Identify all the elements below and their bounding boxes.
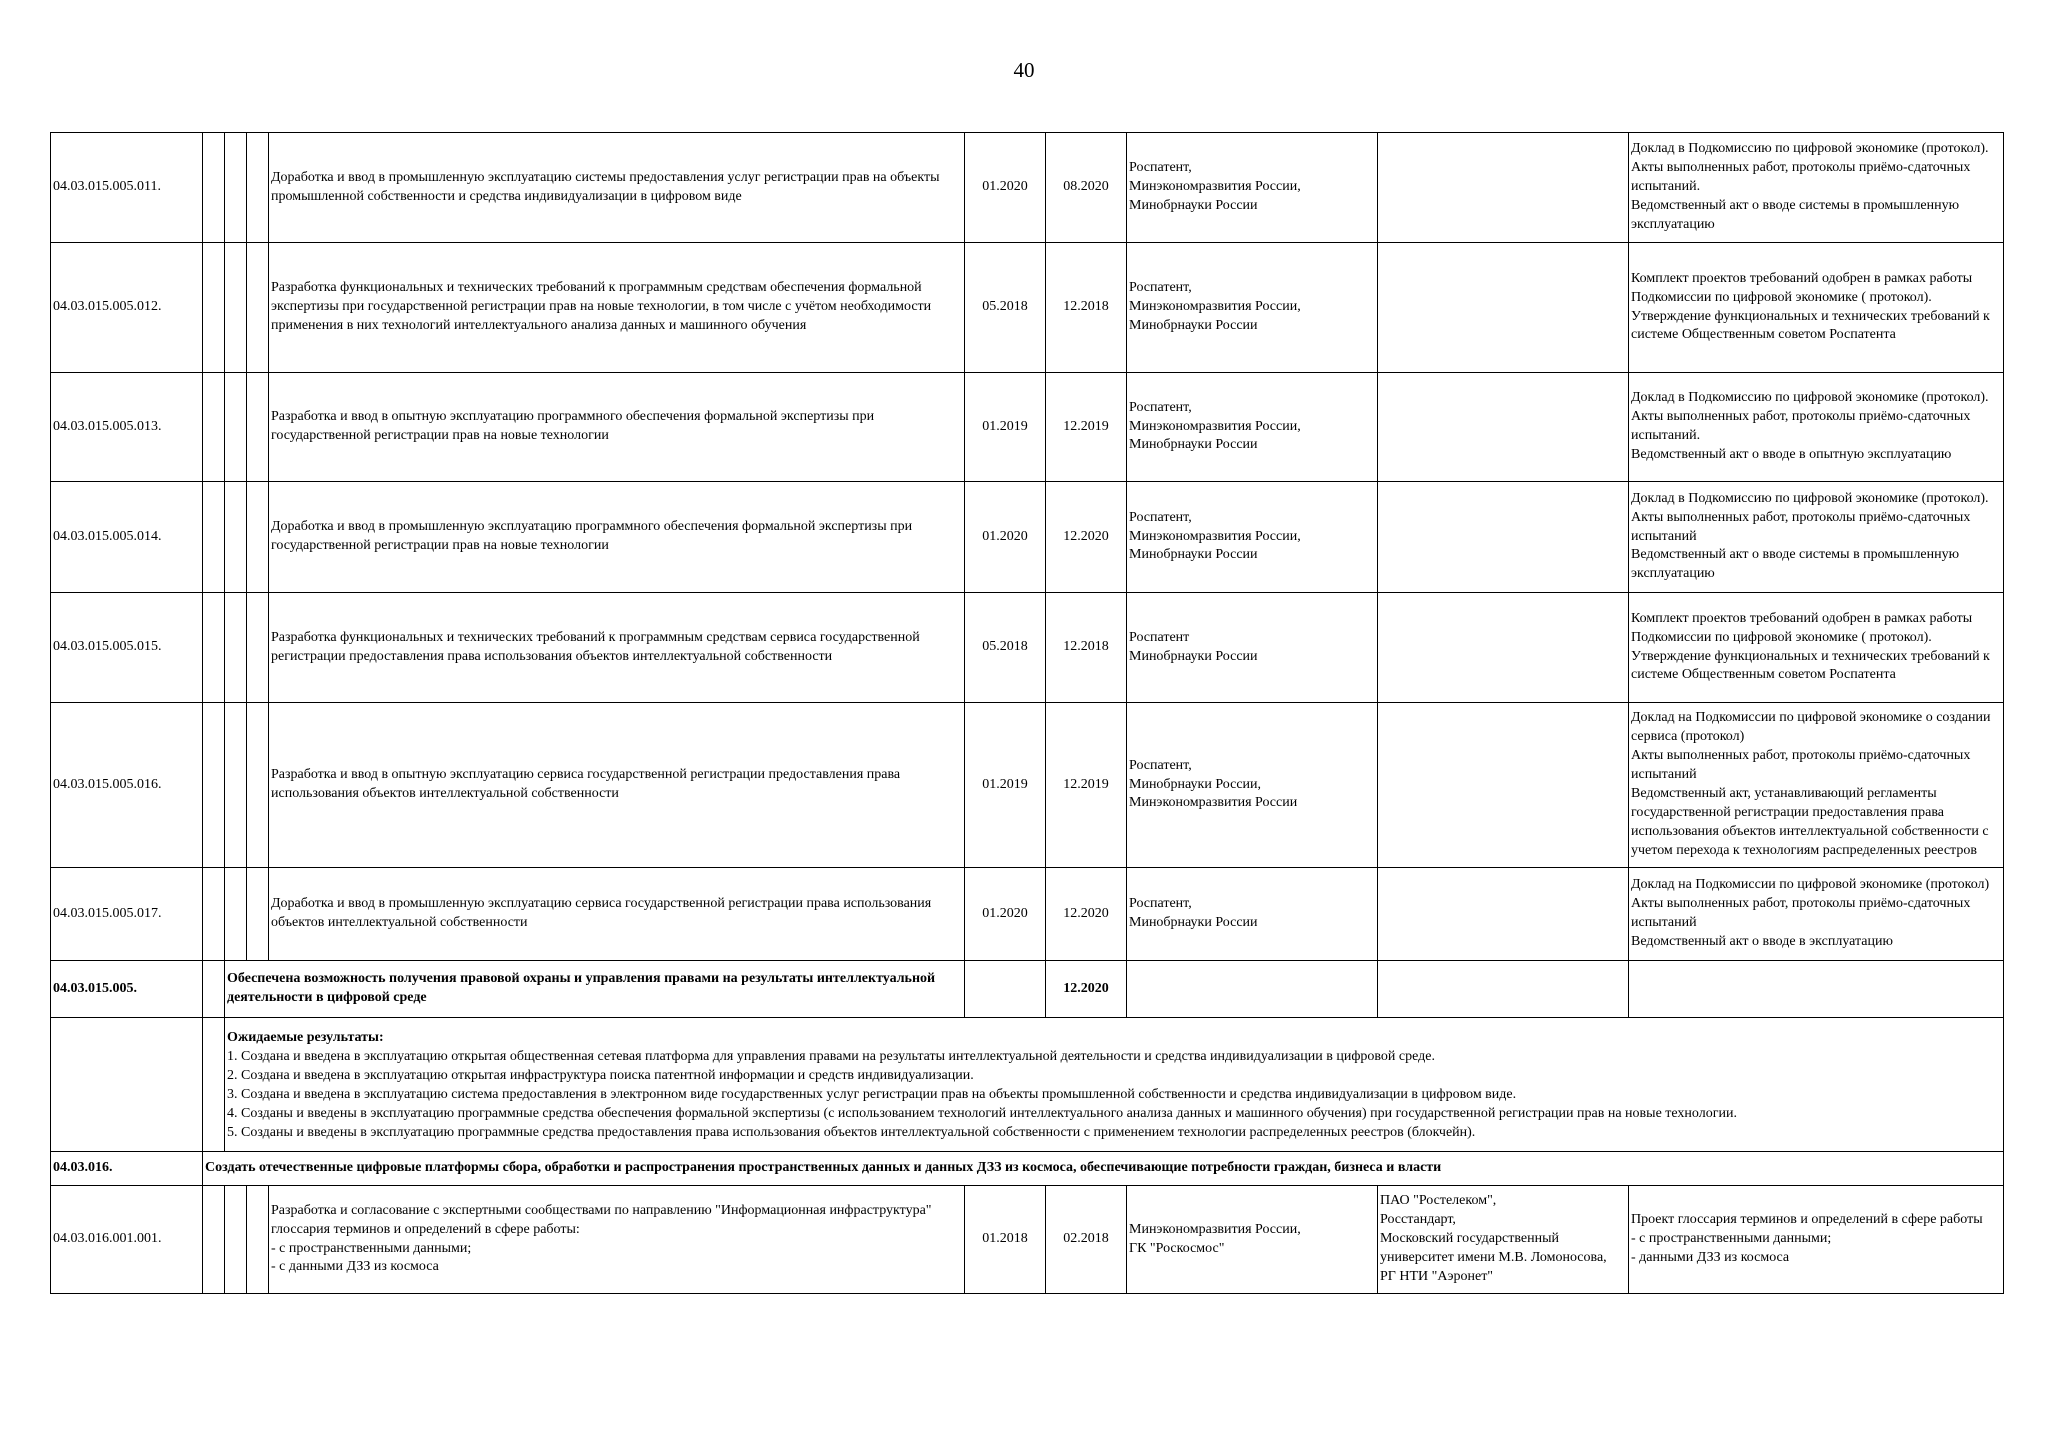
row-code: 04.03.015.005.014.	[51, 482, 203, 593]
indent-cell	[203, 1186, 225, 1294]
result-text	[1631, 709, 2001, 860]
table-row	[51, 133, 2004, 243]
row-code: 04.03.015.005.017.	[51, 868, 203, 961]
partners-cell	[1378, 243, 1629, 373]
responsible-line: Роспатент,	[1129, 757, 1192, 773]
indent-cell	[203, 482, 225, 593]
result-line: Проект глоссария терминов и определений в сфере работы	[1631, 1212, 1983, 1228]
end-date: 12.2020	[1046, 482, 1127, 593]
partners-cell	[1378, 133, 1629, 243]
indent-cell	[203, 703, 225, 868]
indent-cell	[203, 243, 225, 373]
indent-cell	[225, 703, 247, 868]
start-date: 01.2020	[965, 482, 1046, 593]
indent-cell	[247, 373, 269, 482]
responsible-line: Минэкономразвития России,	[1129, 299, 1301, 315]
result-text	[1631, 490, 2001, 584]
task-description: Доработка и ввод в промышленную эксплуатацию программного обеспечения формальной экспертизы при государственной регистрации прав на новые технологии	[269, 482, 965, 593]
table-body	[51, 133, 2004, 1294]
result-line: Утверждение функциональных и технических требований к системе Общественным советом Роспатента	[1631, 308, 1990, 343]
partner-line: РГ НТИ "Аэронет"	[1380, 1268, 1494, 1284]
responsible-line: Минэкономразвития России,	[1129, 1221, 1301, 1237]
indent-cell	[203, 133, 225, 243]
responsible-line: Минобрнауки России	[1129, 547, 1258, 563]
milestone-row	[51, 961, 2004, 1018]
result-line: Акты выполненных работ, протоколы приёмо-сдаточных испытаний	[1631, 509, 1971, 544]
responsible-line: Минобрнауки России	[1129, 437, 1258, 453]
result-line: Доклад в Подкомиссию по цифровой экономике (протокол).	[1631, 390, 1989, 406]
responsible-cell	[1127, 961, 1378, 1018]
partner-line: ПАО "Ростелеком",	[1380, 1193, 1497, 1209]
indent-cell	[225, 133, 247, 243]
result-line: - с пространственными данными;	[1631, 1231, 1832, 1247]
row-code: 04.03.015.005.012.	[51, 243, 203, 373]
start-date	[965, 961, 1046, 1018]
result	[1629, 703, 2004, 868]
expected-result-item: 2. Создана и введена в эксплуатацию открытая инфраструктура поиска патентной информации и средств индивидуализации.	[227, 1067, 974, 1083]
responsible	[1127, 373, 1378, 482]
partners-cell	[1378, 373, 1629, 482]
expected-results-title: Ожидаемые результаты:	[227, 1029, 384, 1045]
row-code: 04.03.016.001.001.	[51, 1186, 203, 1294]
indent-cell	[203, 961, 225, 1018]
task-line: Разработка и согласование с экспертными сообществами по направлению "Информационная инфраструктура" глоссария терминов и определений в сфере работы:	[271, 1202, 932, 1237]
responsible-line: Минобрнауки России	[1129, 317, 1258, 333]
result-text	[1631, 389, 2001, 465]
expected-result-item: 3. Создана и введена в эксплуатацию система предоставления в электронном виде государственных услуг регистрации прав на объекты промышленной собственности и средства индивидуализации в цифровом виде.	[227, 1086, 1517, 1102]
milestone-code: 04.03.015.005.	[51, 961, 203, 1018]
result-line: Ведомственный акт о вводе системы в промышленную эксплуатацию	[1631, 197, 1960, 232]
task-description: Разработка и ввод в опытную эксплуатацию сервиса государственной регистрации предоставления права использования объектов интеллектуальной собственности	[269, 703, 965, 868]
result	[1629, 593, 2004, 703]
task-description: Разработка функциональных и технических требований к программным средствам обеспечения формальной экспертизы при государственной регистрации прав на новые технологии, в том числе с учётом необходимости применения в них технологий интеллектуального анализа данных и машинного обучения	[269, 243, 965, 373]
row-code: 04.03.015.005.013.	[51, 373, 203, 482]
table-row	[51, 868, 2004, 961]
responsible-line: Роспатент,	[1129, 896, 1192, 912]
indent-cell	[225, 373, 247, 482]
indent-cell	[247, 868, 269, 961]
result-line: Ведомственный акт о вводе в опытную эксплуатацию	[1631, 446, 1952, 462]
result-text	[1631, 610, 2001, 686]
responsible-line: Роспатент,	[1129, 280, 1192, 296]
responsible-line: Роспатент,	[1129, 509, 1192, 525]
start-date: 05.2018	[965, 243, 1046, 373]
result	[1629, 373, 2004, 482]
partners-cell	[1378, 593, 1629, 703]
task-line: - с пространственными данными;	[271, 1240, 472, 1256]
start-date: 01.2019	[965, 703, 1046, 868]
responsible-line: ГК "Роскосмос"	[1129, 1240, 1225, 1256]
expected-result-item: 5. Созданы и введены в эксплуатацию программные средства предоставления права использования объектов интеллектуальной собственности с применением технологии распределенных реестров (блокчейн).	[227, 1124, 1476, 1140]
partner-line: Московский государственный университет имени М.В. Ломоносова,	[1380, 1231, 1607, 1265]
expected-result-item: 4. Созданы и введены в эксплуатацию программные средства обеспечения формальной экспертизы (с использованием технологий интеллектуального анализа данных и машинного обучения) при государственной регистрации прав на новые технологии.	[227, 1105, 1737, 1121]
indent-cell	[247, 133, 269, 243]
partner-line: Росстандарт,	[1380, 1212, 1456, 1228]
partners-cell	[1378, 868, 1629, 961]
indent-cell	[203, 868, 225, 961]
table-row	[51, 1186, 2004, 1294]
responsible-line: Минобрнауки России	[1129, 915, 1258, 930]
responsible-line: Минобрнауки России	[1129, 197, 1258, 213]
indent-cell	[203, 1018, 225, 1152]
table-row	[51, 373, 2004, 482]
code-cell	[51, 1018, 203, 1152]
responsible-line: Минэкономразвития России,	[1129, 528, 1301, 544]
result-line: Ведомственный акт о вводе системы в промышленную эксплуатацию	[1631, 547, 1960, 582]
responsible	[1127, 482, 1378, 593]
end-date: 12.2019	[1046, 373, 1127, 482]
result-line: Ведомственный акт о вводе в эксплуатацию	[1631, 933, 1893, 949]
expected-result-item: 1. Создана и введена в эксплуатацию открытая общественная сетевая платформа для управления правами на результаты интеллектуальной деятельности и средства индивидуализации в цифровой среде.	[227, 1048, 1435, 1064]
result-line: Акты выполненных работ, протоколы приёмо-сдаточных испытаний	[1631, 896, 1971, 930]
task-description: Разработка функциональных и технических требований к программным средствам сервиса государственной регистрации предоставления права использования объектов интеллектуальной собственности	[269, 593, 965, 703]
indent-cell	[247, 243, 269, 373]
start-date: 05.2018	[965, 593, 1046, 703]
responsible-line: Минобрнауки России	[1129, 648, 1258, 664]
partners-cell	[1378, 703, 1629, 868]
end-date: 12.2020	[1046, 868, 1127, 961]
indent-cell	[203, 593, 225, 703]
start-date: 01.2018	[965, 1186, 1046, 1294]
expected-results-row	[51, 1018, 2004, 1152]
end-date: 08.2020	[1046, 133, 1127, 243]
section-row	[51, 1152, 2004, 1186]
roadmap-table	[50, 132, 2004, 1294]
responsible-line: Роспатент	[1129, 629, 1190, 645]
result-line: Комплект проектов требований одобрен в рамках работы Подкомиссии по цифровой экономике ( протокол).	[1631, 610, 1973, 645]
start-date: 01.2019	[965, 373, 1046, 482]
result-line: Комплект проектов требований одобрен в рамках работы Подкомиссии по цифровой экономике ( протокол).	[1631, 270, 1973, 305]
end-date: 02.2018	[1046, 1186, 1127, 1294]
responsible	[1127, 868, 1378, 961]
result-line: Акты выполненных работ, протоколы приёмо-сдаточных испытаний.	[1631, 409, 1971, 443]
responsible	[1127, 1186, 1378, 1294]
result	[1629, 243, 2004, 373]
result-line: - данными ДЗЗ из космоса	[1631, 1249, 1790, 1265]
result	[1629, 868, 2004, 961]
result-line: Доклад в Подкомиссию по цифровой экономике (протокол).	[1631, 490, 1989, 506]
responsible	[1127, 133, 1378, 243]
task-description: Доработка и ввод в промышленную эксплуатацию сервиса государственной регистрации права использования объектов интеллектуальной собственности	[269, 868, 965, 961]
task-description: Разработка и ввод в опытную эксплуатацию программного обеспечения формальной экспертизы при государственной регистрации прав на новые технологии	[269, 373, 965, 482]
section-code: 04.03.016.	[51, 1152, 203, 1186]
result-text	[1631, 270, 2001, 346]
indent-cell	[225, 1186, 247, 1294]
result-line: Акты выполненных работ, протоколы приёмо-сдаточных испытаний.	[1631, 160, 1971, 195]
indent-cell	[247, 703, 269, 868]
partners-cell	[1378, 961, 1629, 1018]
page-number: 40	[1013, 58, 1035, 82]
indent-cell	[247, 482, 269, 593]
result	[1629, 482, 2004, 593]
result-line: Доклад на Подкомиссии по цифровой экономике о создании сервиса (протокол)	[1631, 710, 1991, 745]
indent-cell	[247, 1186, 269, 1294]
indent-cell	[225, 868, 247, 961]
result	[1629, 133, 2004, 243]
table-row	[51, 593, 2004, 703]
end-date: 12.2018	[1046, 243, 1127, 373]
table-row	[51, 482, 2004, 593]
responsible	[1127, 243, 1378, 373]
task-description: Доработка и ввод в промышленную эксплуатацию системы предоставления услуг регистрации прав на объекты промышленной собственности и средства индивидуализации в цифровом виде	[269, 133, 965, 243]
end-date: 12.2018	[1046, 593, 1127, 703]
table-row	[51, 703, 2004, 868]
responsible-line: Роспатент,	[1129, 399, 1192, 415]
partners-cell	[1378, 482, 1629, 593]
result-line: Утверждение функциональных и технических требований к системе Общественным советом Роспатента	[1631, 648, 1990, 683]
indent-cell	[225, 482, 247, 593]
indent-cell	[247, 593, 269, 703]
result-text	[1631, 140, 2001, 234]
responsible-line: Минобрнауки России,	[1129, 776, 1262, 792]
table-row	[51, 243, 2004, 373]
expected-results	[225, 1018, 2004, 1152]
responsible-line: Минэкономразвития России,	[1129, 179, 1301, 195]
partners	[1378, 1186, 1629, 1294]
task-description	[269, 1186, 965, 1294]
responsible	[1127, 593, 1378, 703]
responsible-line: Минэкономразвития России,	[1129, 418, 1301, 434]
indent-cell	[203, 373, 225, 482]
section-title: Создать отечественные цифровые платформы сбора, обработки и распространения пространственных данных и данных ДЗЗ из космоса, обеспечивающие потребности граждан, бизнеса и власти	[203, 1152, 2004, 1186]
row-code: 04.03.015.005.011.	[51, 133, 203, 243]
row-code: 04.03.015.005.016.	[51, 703, 203, 868]
result-text	[1631, 876, 2001, 952]
result-line: Акты выполненных работ, протоколы приёмо-сдаточных испытаний	[1631, 748, 1971, 783]
responsible-line: Роспатент,	[1129, 160, 1192, 176]
result-line: Ведомственный акт, устанавливающий регламенты государственной регистрации предоставления права использования объектов интеллектуальной собственности с учетом перехода к технологиям распределенных реестров	[1631, 786, 1989, 858]
indent-cell	[225, 243, 247, 373]
responsible	[1127, 703, 1378, 868]
responsible-line: Минэкономразвития России	[1129, 795, 1298, 811]
milestone-end-date: 12.2020	[1046, 961, 1127, 1018]
indent-cell	[225, 593, 247, 703]
result	[1629, 1186, 2004, 1294]
milestone-text: Обеспечена возможность получения правовой охраны и управления правами на результаты интеллектуальной деятельности в цифровой среде	[225, 961, 965, 1018]
start-date: 01.2020	[965, 868, 1046, 961]
start-date: 01.2020	[965, 133, 1046, 243]
task-line: - с данными ДЗЗ из космоса	[271, 1259, 439, 1275]
result-line: Доклад на Подкомиссии по цифровой экономике (протокол)	[1631, 877, 1990, 893]
row-code: 04.03.015.005.015.	[51, 593, 203, 703]
result-cell	[1629, 961, 2004, 1018]
result-line: Доклад в Подкомиссию по цифровой экономике (протокол).	[1631, 141, 1989, 157]
end-date: 12.2019	[1046, 703, 1127, 868]
